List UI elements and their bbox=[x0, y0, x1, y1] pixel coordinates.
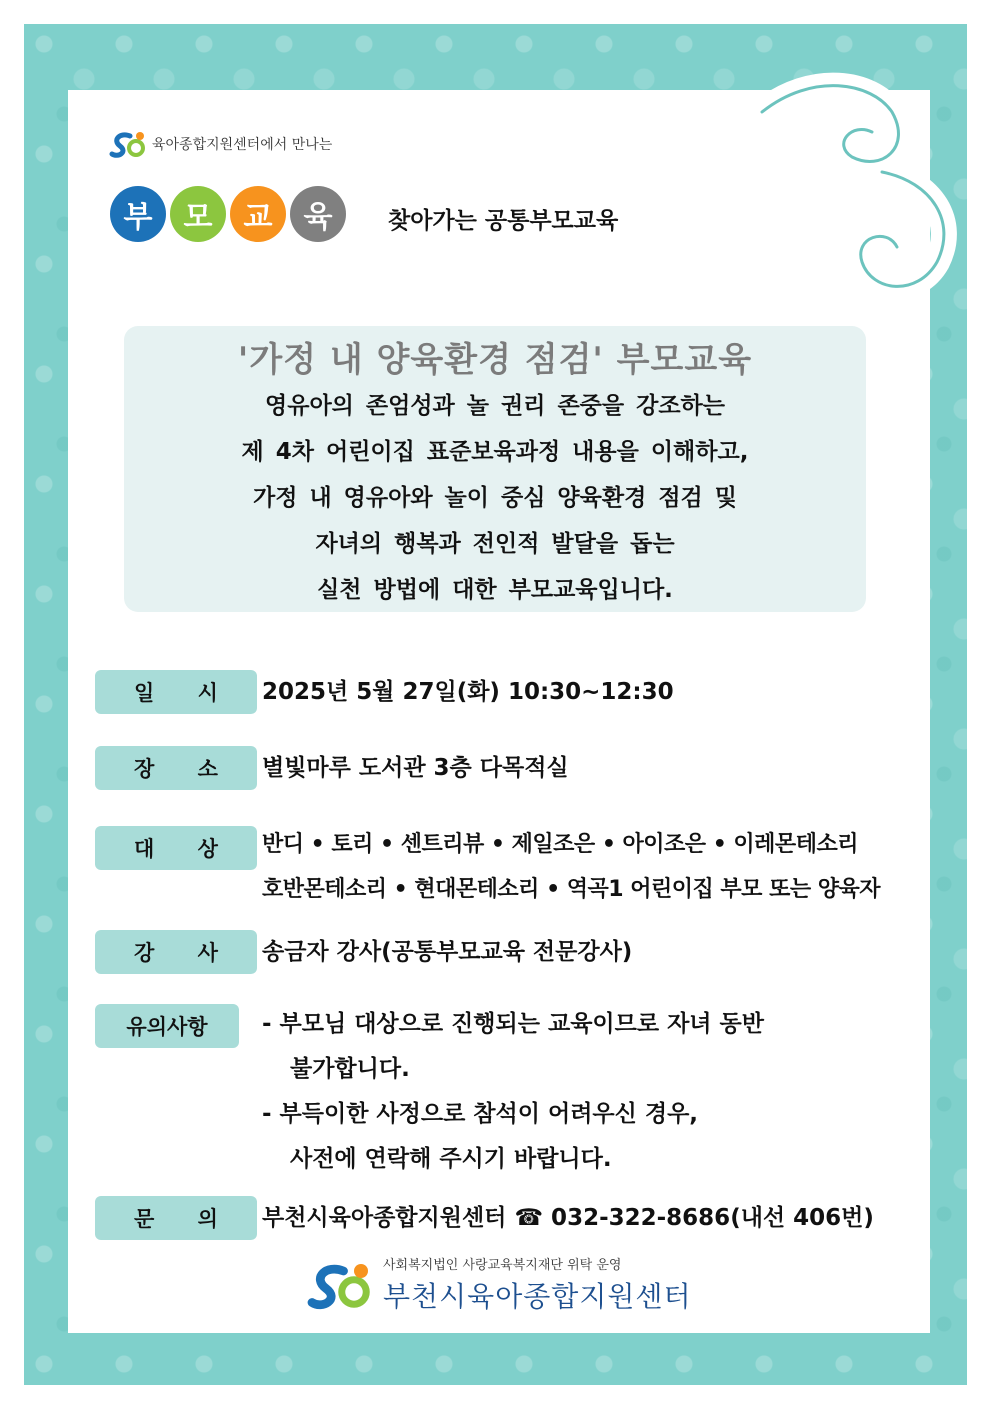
center-logo-icon bbox=[108, 128, 148, 160]
datetime-label: 일 시 bbox=[95, 670, 257, 714]
logo-char-4: 육 bbox=[290, 186, 346, 242]
place-label: 장 소 bbox=[95, 746, 257, 790]
footer bbox=[305, 1254, 692, 1315]
target-value bbox=[262, 822, 880, 912]
intro-line: 실천 방법에 대한 부모교육입니다. bbox=[317, 577, 673, 603]
program-logo bbox=[110, 186, 346, 242]
logo-char-3: 교 bbox=[230, 186, 286, 242]
footer-center-name: 부천시육아종합지원센터 bbox=[383, 1280, 692, 1313]
intro-title: '가정 내 양육환경 점검' 부모교육 bbox=[237, 340, 753, 380]
center-logo-icon bbox=[305, 1257, 375, 1313]
intro-line: 자녀의 행복과 전인적 발달을 돕는 bbox=[315, 531, 675, 557]
ribbon-curl-decoration bbox=[722, 52, 962, 312]
target-label: 대 상 bbox=[95, 826, 257, 870]
page-subtitle: 찾아가는 공통부모교육 bbox=[388, 208, 619, 234]
contact-value: 부천시육아종합지원센터 ☎ 032-322-8686(내선 406번) bbox=[262, 1205, 874, 1231]
note-line: 불가합니다. bbox=[290, 1056, 410, 1082]
intro-line: 영유아의 존엄성과 놀 권리 존중을 강조하는 bbox=[265, 393, 725, 419]
note-line: - 부득이한 사정으로 참석이 어려우신 경우, bbox=[262, 1101, 699, 1127]
tagline bbox=[108, 128, 332, 160]
intro-line: 제 4차 어린이집 표준보육과정 내용을 이해하고, bbox=[241, 439, 749, 465]
place-value: 별빛마루 도서관 3층 다목적실 bbox=[262, 755, 569, 781]
datetime-value: 2025년 5월 27일(화) 10:30~12:30 bbox=[262, 679, 674, 705]
contact-label: 문 의 bbox=[95, 1196, 257, 1240]
lecturer-value: 송금자 강사(공통부모교육 전문강사) bbox=[262, 939, 633, 965]
notes-value bbox=[262, 1002, 764, 1182]
logo-char-2: 모 bbox=[170, 186, 226, 242]
footer-operator: 사회복지법인 사랑교육복지재단 위탁 운영 bbox=[383, 1258, 622, 1273]
notes-label: 유의사항 bbox=[95, 1004, 239, 1048]
note-line: 사전에 연락해 주시기 바랍니다. bbox=[290, 1146, 612, 1172]
target-line: 반디 • 토리 • 센트리뷰 • 제일조은 • 아이조은 • 이레몬테소리 bbox=[262, 832, 858, 857]
tagline-text: 육아종합지원센터에서 만나는 bbox=[152, 137, 333, 153]
target-line: 호반몬테소리 • 현대몬테소리 • 역곡1 어린이집 부모 또는 양육자 bbox=[262, 877, 881, 902]
note-line: - 부모님 대상으로 진행되는 교육이므로 자녀 동반 bbox=[262, 1011, 764, 1037]
intro-box bbox=[124, 326, 866, 612]
intro-line: 가정 내 영유아와 놀이 중심 양육환경 점검 및 bbox=[253, 485, 737, 511]
logo-char-1: 부 bbox=[110, 186, 166, 242]
lecturer-label: 강 사 bbox=[95, 930, 257, 974]
